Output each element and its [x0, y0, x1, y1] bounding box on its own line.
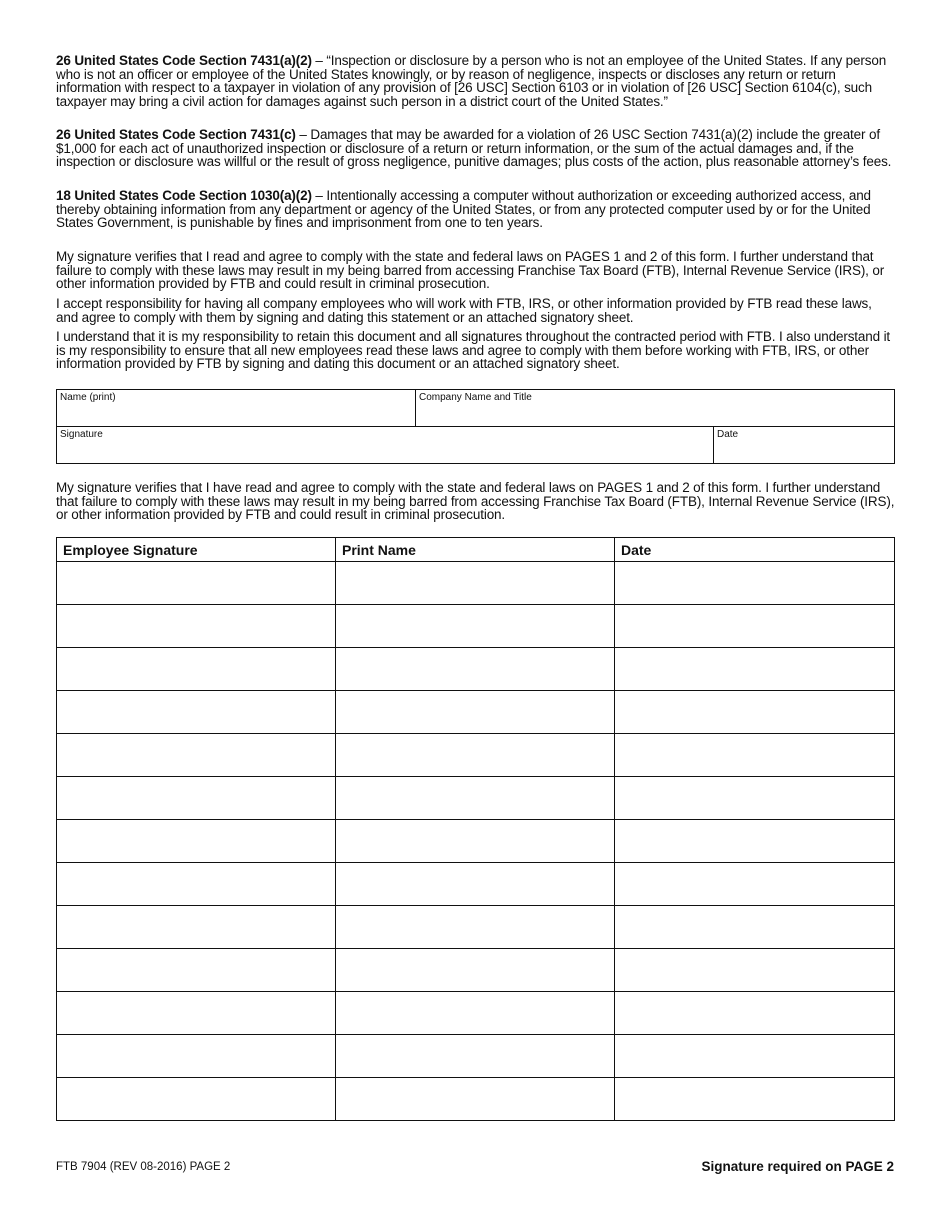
- date-cell[interactable]: [615, 863, 895, 906]
- company-statement-3: I understand that it is my responsibility to retain this document and all signatures throughout the contracted period with FTB. I also understand it is my responsibility to ensure that all new employees read these laws and agree to comply with them before working with FTB, IRS, or other information provided by FTB by signing and dating this document or an attached signatory sheet.: [56, 329, 891, 372]
- table-row: [57, 1035, 895, 1078]
- table-row: [57, 691, 895, 734]
- employee-signature-cell[interactable]: [57, 605, 336, 648]
- company-signature-fields: [56, 389, 895, 464]
- table-row: [57, 777, 895, 820]
- date-cell[interactable]: [615, 1035, 895, 1078]
- date-cell[interactable]: [615, 691, 895, 734]
- signature-label: Signature: [60, 429, 103, 440]
- date-cell[interactable]: [615, 605, 895, 648]
- company-statement-1: My signature verifies that I read and agree to comply with the state and federal laws on PAGES 1 and 2 of this form. I further understand that failure to comply with these laws may result in my being barred from accessing Franchise Tax Board (FTB), Internal Revenue Service (IRS), or other information provided by FTB and could result in criminal prosecution.: [56, 249, 885, 292]
- company-name-title-label: Company Name and Title: [419, 392, 532, 403]
- employee-signature-cell[interactable]: [57, 949, 336, 992]
- employee-signature-cell[interactable]: [57, 734, 336, 777]
- signature-field[interactable]: [57, 427, 714, 464]
- table-row: [57, 949, 895, 992]
- table-row: [57, 820, 895, 863]
- company-name-title-field[interactable]: [416, 390, 895, 427]
- date-cell[interactable]: [615, 777, 895, 820]
- date-cell[interactable]: [615, 1078, 895, 1121]
- table-row: [57, 992, 895, 1035]
- employee-signature-cell[interactable]: [57, 906, 336, 949]
- print-name-cell[interactable]: [336, 863, 615, 906]
- law-7431c-paragraph: [56, 128, 896, 169]
- law-7431c-text: – Damages that may be awarded for a violation of 26 USC Section 7431(a)(2) include the greater of $1,000 for each act of unauthorized inspection or disclosure of a return or return information, or the sum of the actual damages and, if the inspection or disclosure was willful or the result of gross negligence, punitive damages; plus costs of the action, plus reasonable attorney’s fees.: [56, 127, 892, 170]
- name-print-field[interactable]: [57, 390, 416, 427]
- print-name-cell[interactable]: [336, 605, 615, 648]
- employee-signature-cell[interactable]: [57, 562, 336, 605]
- signature-required-note: Signature required on PAGE 2: [701, 1159, 894, 1174]
- print-name-cell[interactable]: [336, 691, 615, 734]
- table-row: [57, 906, 895, 949]
- print-name-cell[interactable]: [336, 992, 615, 1035]
- print-name-cell[interactable]: [336, 1078, 615, 1121]
- form-id: FTB 7904 (REV 08-2016) PAGE 2: [56, 1161, 231, 1173]
- table-row: [57, 648, 895, 691]
- name-print-label: Name (print): [60, 392, 116, 403]
- print-name-cell[interactable]: [336, 906, 615, 949]
- company-statement-2: I accept responsibility for having all company employees who will work with FTB, IRS, or other information provided by FTB read these laws, and agree to comply with them by signing and dating this statement or an attached signatory sheet.: [56, 296, 872, 325]
- employee-signature-cell[interactable]: [57, 777, 336, 820]
- date-cell[interactable]: [615, 992, 895, 1035]
- print-name-cell[interactable]: [336, 777, 615, 820]
- employee-signature-cell[interactable]: [57, 863, 336, 906]
- print-name-cell[interactable]: [336, 562, 615, 605]
- date-header: Date: [615, 538, 895, 562]
- date-cell[interactable]: [615, 906, 895, 949]
- employee-signature-cell[interactable]: [57, 1035, 336, 1078]
- date-cell[interactable]: [615, 820, 895, 863]
- print-name-header: Print Name: [336, 538, 615, 562]
- table-row: [57, 562, 895, 605]
- table-row: [57, 605, 895, 648]
- employee-statement: My signature verifies that I have read and agree to comply with the state and federal laws on PAGES 1 and 2 of this form. I further understand that failure to comply with these laws may result in my being barred from accessing Franchise Tax Board (FTB), Internal Revenue Service (IRS), or other information provided by FTB and could result in criminal prosecution.: [56, 480, 895, 523]
- table-row: [57, 1078, 895, 1121]
- date-cell[interactable]: [615, 562, 895, 605]
- law-7431a2-title: 26 United States Code Section 7431(a)(2): [56, 53, 312, 68]
- table-header-row: [57, 538, 895, 562]
- law-7431a2-paragraph: [56, 54, 896, 109]
- employee-signature-cell[interactable]: [57, 820, 336, 863]
- date-field[interactable]: [714, 427, 895, 464]
- employee-signature-header: Employee Signature: [57, 538, 336, 562]
- print-name-cell[interactable]: [336, 648, 615, 691]
- print-name-cell[interactable]: [336, 734, 615, 777]
- employee-signature-cell[interactable]: [57, 992, 336, 1035]
- law-7431a2-text: – “Inspection or disclosure by a person who is not an employee of the United States. If any person who is not an officer or employee of the United States knowingly, or by reason of negligence, inspects or discloses any return or return information with respect to a taxpayer in violation of any provision of [26 USC] Section 6103 or in violation of [26 USC] Section 6104(c), such taxpayer may bring a civil action for damages against such person in a district court of the United States.”: [56, 53, 887, 110]
- law-1030a2-text: – Intentionally accessing a computer without authorization or exceeding authorized access, and thereby obtaining information from any department or agency of the United States, or from any protected computer used by or for the United States Government, is punishable by fines and imprisonment from one to ten years.: [56, 188, 871, 231]
- print-name-cell[interactable]: [336, 949, 615, 992]
- law-1030a2-paragraph: [56, 189, 896, 230]
- table-row: [57, 734, 895, 777]
- employee-signature-cell[interactable]: [57, 1078, 336, 1121]
- date-label: Date: [717, 429, 739, 440]
- print-name-cell[interactable]: [336, 1035, 615, 1078]
- employee-signature-cell[interactable]: [57, 691, 336, 734]
- employee-signature-table: [56, 537, 895, 1121]
- date-cell[interactable]: [615, 734, 895, 777]
- employee-signature-cell[interactable]: [57, 648, 336, 691]
- law-1030a2-title: 18 United States Code Section 1030(a)(2): [56, 188, 312, 203]
- date-cell[interactable]: [615, 648, 895, 691]
- table-row: [57, 863, 895, 906]
- print-name-cell[interactable]: [336, 820, 615, 863]
- law-7431c-title: 26 United States Code Section 7431(c): [56, 127, 296, 142]
- date-cell[interactable]: [615, 949, 895, 992]
